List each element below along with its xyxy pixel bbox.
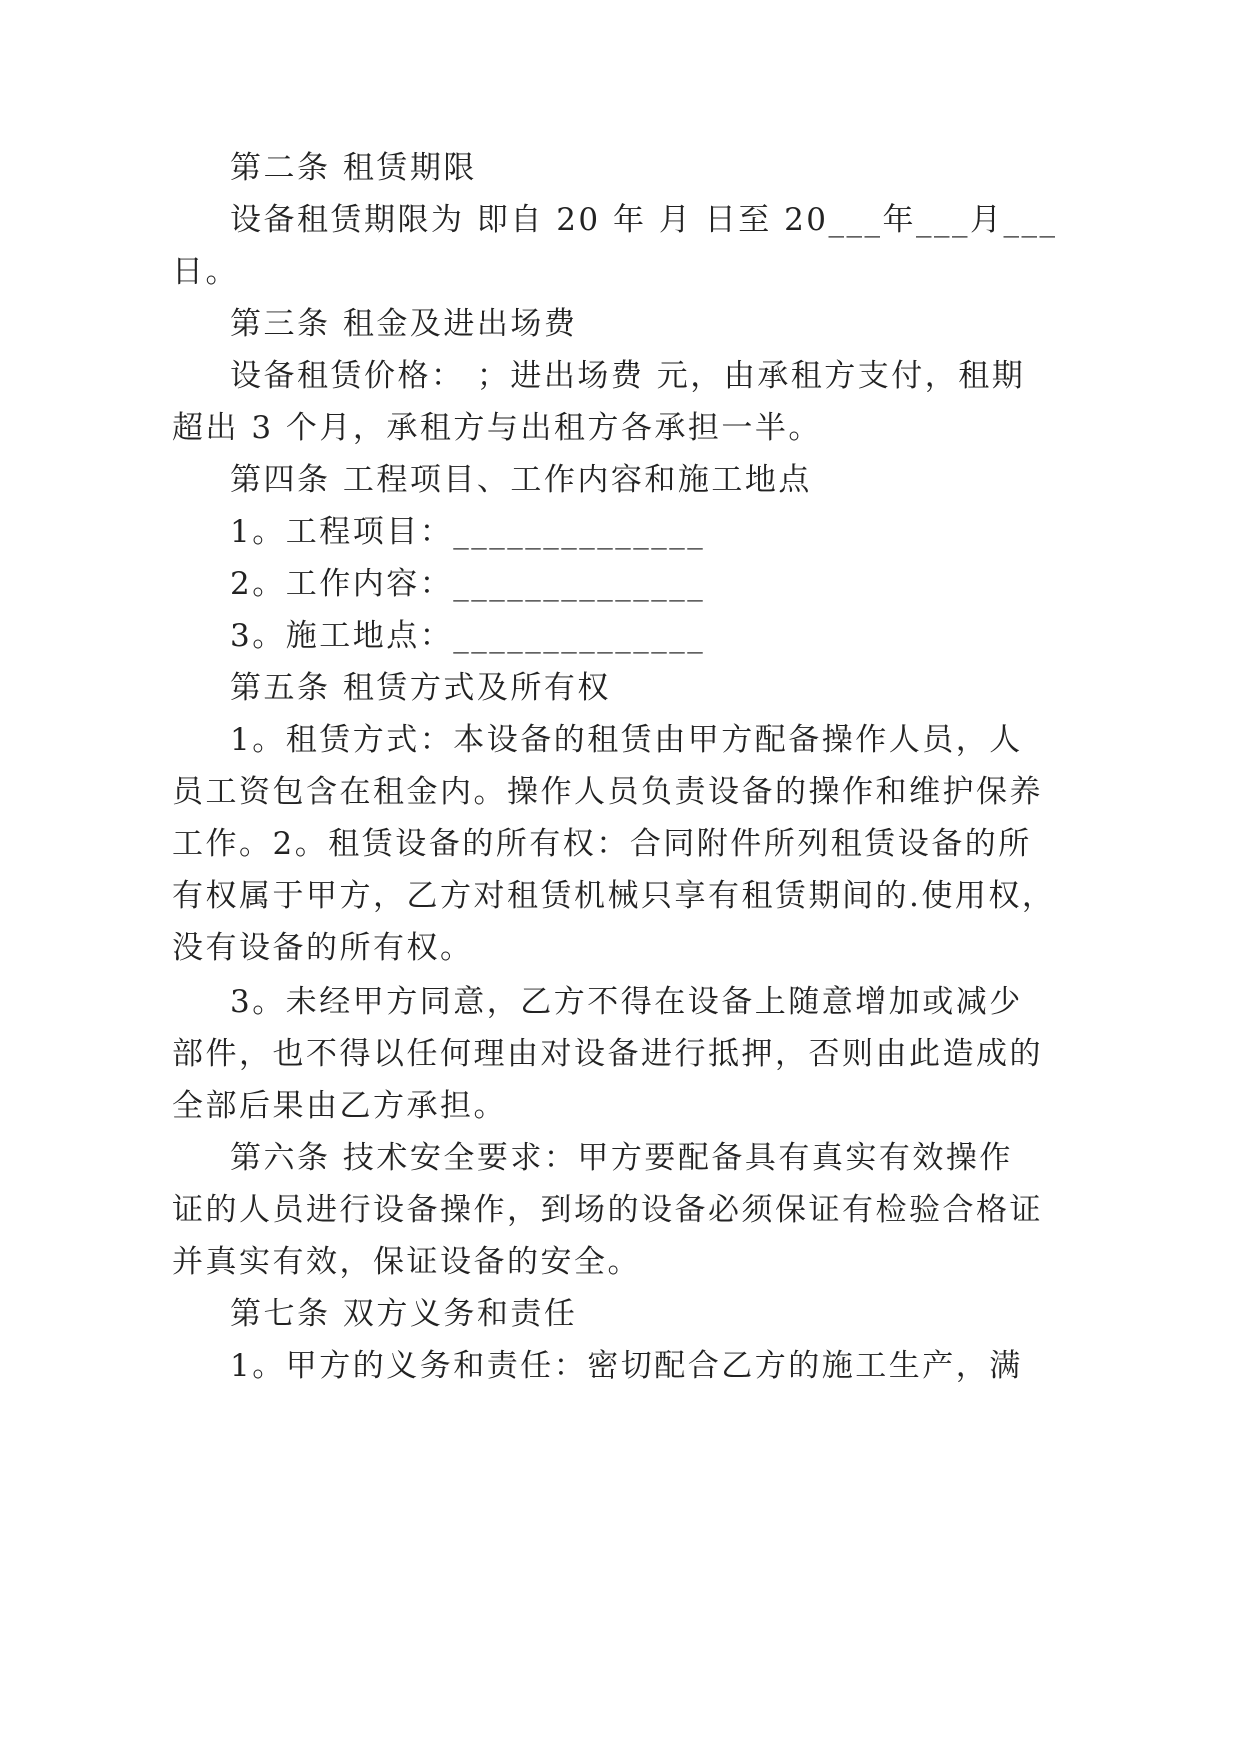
article-6-line-2: 证的人员进行设备操作，到场的设备必须保证有检验合格证 bbox=[172, 1192, 1043, 1228]
article-7-heading: 第七条 双方义务和责任 bbox=[230, 1296, 578, 1332]
article-3-heading: 第三条 租金及进出场费 bbox=[230, 306, 578, 342]
article-5-heading: 第五条 租赁方式及所有权 bbox=[230, 670, 611, 706]
clause-3-line-1: 3。未经甲方同意，乙方不得在设备上随意增加或减少 bbox=[230, 984, 1023, 1020]
lease-term-line: 设备租赁期限为 即自 20 年 月 日至 20___年___月___ bbox=[230, 202, 1058, 238]
lease-method-line-2: 员工资包含在租金内。操作人员负责设备的操作和维护保养 bbox=[172, 774, 1043, 810]
clause-3-line-2: 部件，也不得以任何理由对设备进行抵押，否则由此造成的 bbox=[172, 1036, 1043, 1072]
rent-price-line-cont: 超出 3 个月，承租方与出租方各承担一半。 bbox=[172, 410, 822, 446]
article-6-line-1: 第六条 技术安全要求：甲方要配备具有真实有效操作 bbox=[230, 1140, 1013, 1176]
rent-price-line: 设备租赁价格： ；进出场费 元，由承租方支付，租期 bbox=[230, 358, 1026, 394]
clause-3-line-3: 全部后果由乙方承担。 bbox=[172, 1088, 507, 1124]
lease-term-line-cont: 日。 bbox=[172, 254, 239, 290]
lease-method-line-3: 工作。2。租赁设备的所有权：合同附件所列租赁设备的所 bbox=[172, 826, 1032, 862]
lease-method-line-1: 1。租赁方式：本设备的租赁由甲方配备操作人员，人 bbox=[230, 722, 1023, 758]
construction-site-line: 3。施工地点：______________ bbox=[230, 618, 706, 654]
article-6-line-3: 并真实有效，保证设备的安全。 bbox=[172, 1244, 641, 1280]
party-a-duty-line: 1。甲方的义务和责任：密切配合乙方的施工生产，满 bbox=[230, 1348, 1023, 1384]
project-item-line: 1。工程项目：______________ bbox=[230, 514, 706, 550]
lease-method-line-4: 有权属于甲方，乙方对租赁机械只享有租赁期间的.使用权， bbox=[172, 878, 1056, 914]
article-2-heading: 第二条 租赁期限 bbox=[230, 150, 477, 186]
work-content-line: 2。工作内容：______________ bbox=[230, 566, 706, 602]
lease-method-line-5: 没有设备的所有权。 bbox=[172, 930, 474, 966]
article-4-heading: 第四条 工程项目、工作内容和施工地点 bbox=[230, 462, 812, 498]
